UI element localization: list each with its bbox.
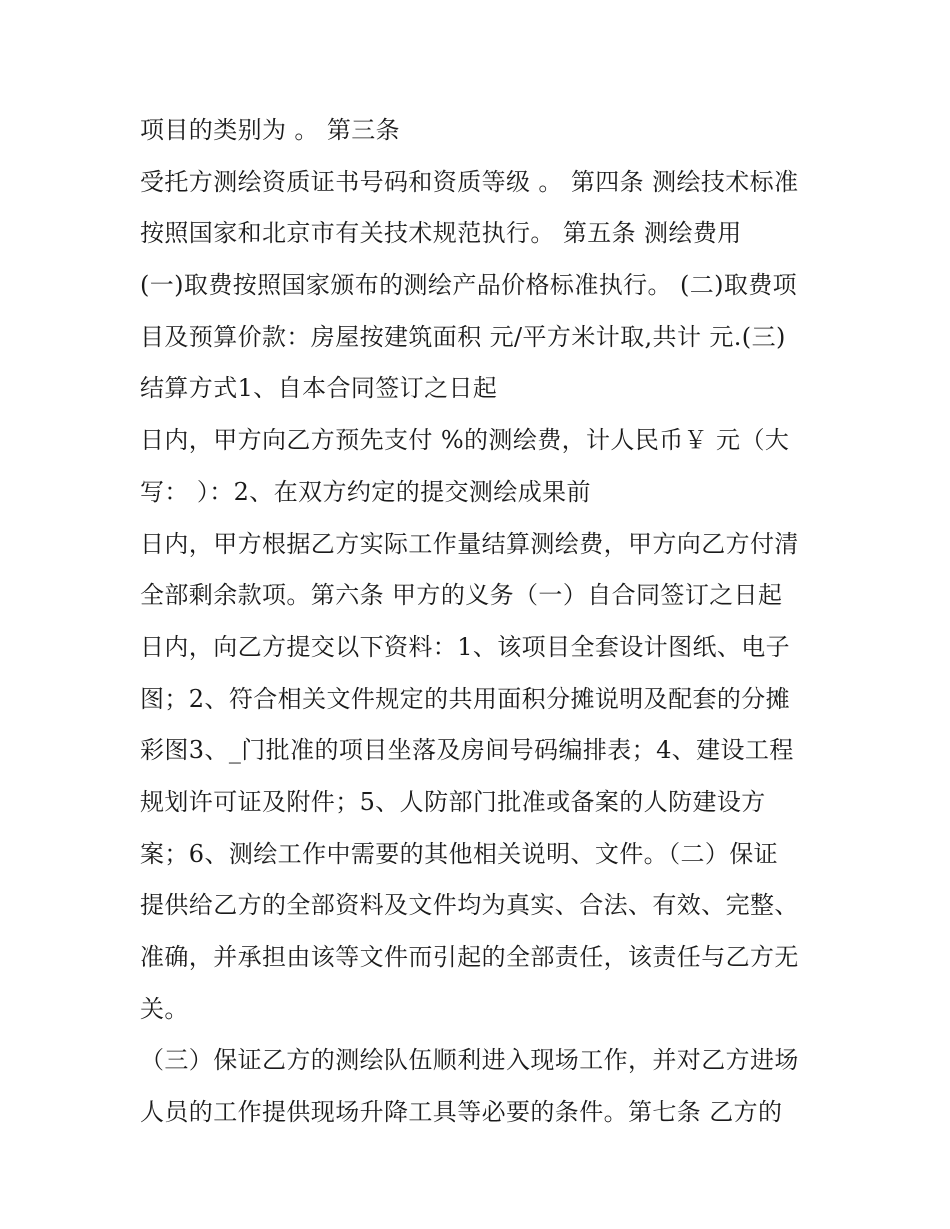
text-line: 目及预算价款：房屋按建筑面积 元/平方米计取,共计 元.(三)	[140, 322, 786, 351]
text-line: 受托方测绘资质证书号码和资质等级 。 第四条 测绘技术标准	[140, 167, 799, 196]
text-line: 全部剩余款项。第六条 甲方的义务（一）自合同签订之日起	[140, 581, 783, 610]
text-line: 提供给乙方的全部资料及文件均为真实、合法、有效、完整、	[140, 891, 799, 920]
text-line: （三）保证乙方的测绘队伍顺利进入现场工作，并对乙方进场	[140, 1046, 799, 1075]
text-line: 图；2、符合相关文件规定的共用面积分摊说明及配套的分摊	[140, 684, 791, 713]
contract-text-body	[140, 108, 830, 1142]
text-line: 日内，向乙方提交以下资料：1、该项目全套设计图纸、电子	[140, 632, 791, 661]
text-line: 规划许可证及附件；5、人防部门批准或备案的人防建设方	[140, 787, 766, 816]
text-line: 项目的类别为 。 第三条	[140, 116, 401, 144]
text-line: 日内，甲方向乙方预先支付 %的测绘费，计人民币￥ 元（大	[140, 426, 790, 455]
text-line: 结算方式1、自本合同签订之日起	[140, 374, 498, 403]
text-line: 关。	[140, 994, 189, 1023]
text-line: 日内，甲方根据乙方实际工作量结算测绘费，甲方向乙方付清	[140, 529, 799, 558]
text-line: 准确，并承担由该等文件而引起的全部责任，该责任与乙方无	[140, 943, 799, 971]
text-line: 按照国家和北京市有关技术规范执行。 第五条 测绘费用	[140, 219, 742, 248]
text-line: (一)取费按照国家颁布的测绘产品价格标准执行。 (二)取费项	[140, 271, 798, 300]
text-line: 彩图3、_门批准的项目坐落及房间号码编排表；4、建设工程	[140, 736, 794, 765]
text-line: 写： ）：2、在双方约定的提交测绘成果前	[140, 477, 591, 506]
text-line: 人员的工作提供现场升降工具等必要的条件。第七条 乙方的	[140, 1098, 783, 1127]
text-line: 案；6、测绘工作中需要的其他相关说明、文件。（二）保证	[140, 839, 779, 868]
